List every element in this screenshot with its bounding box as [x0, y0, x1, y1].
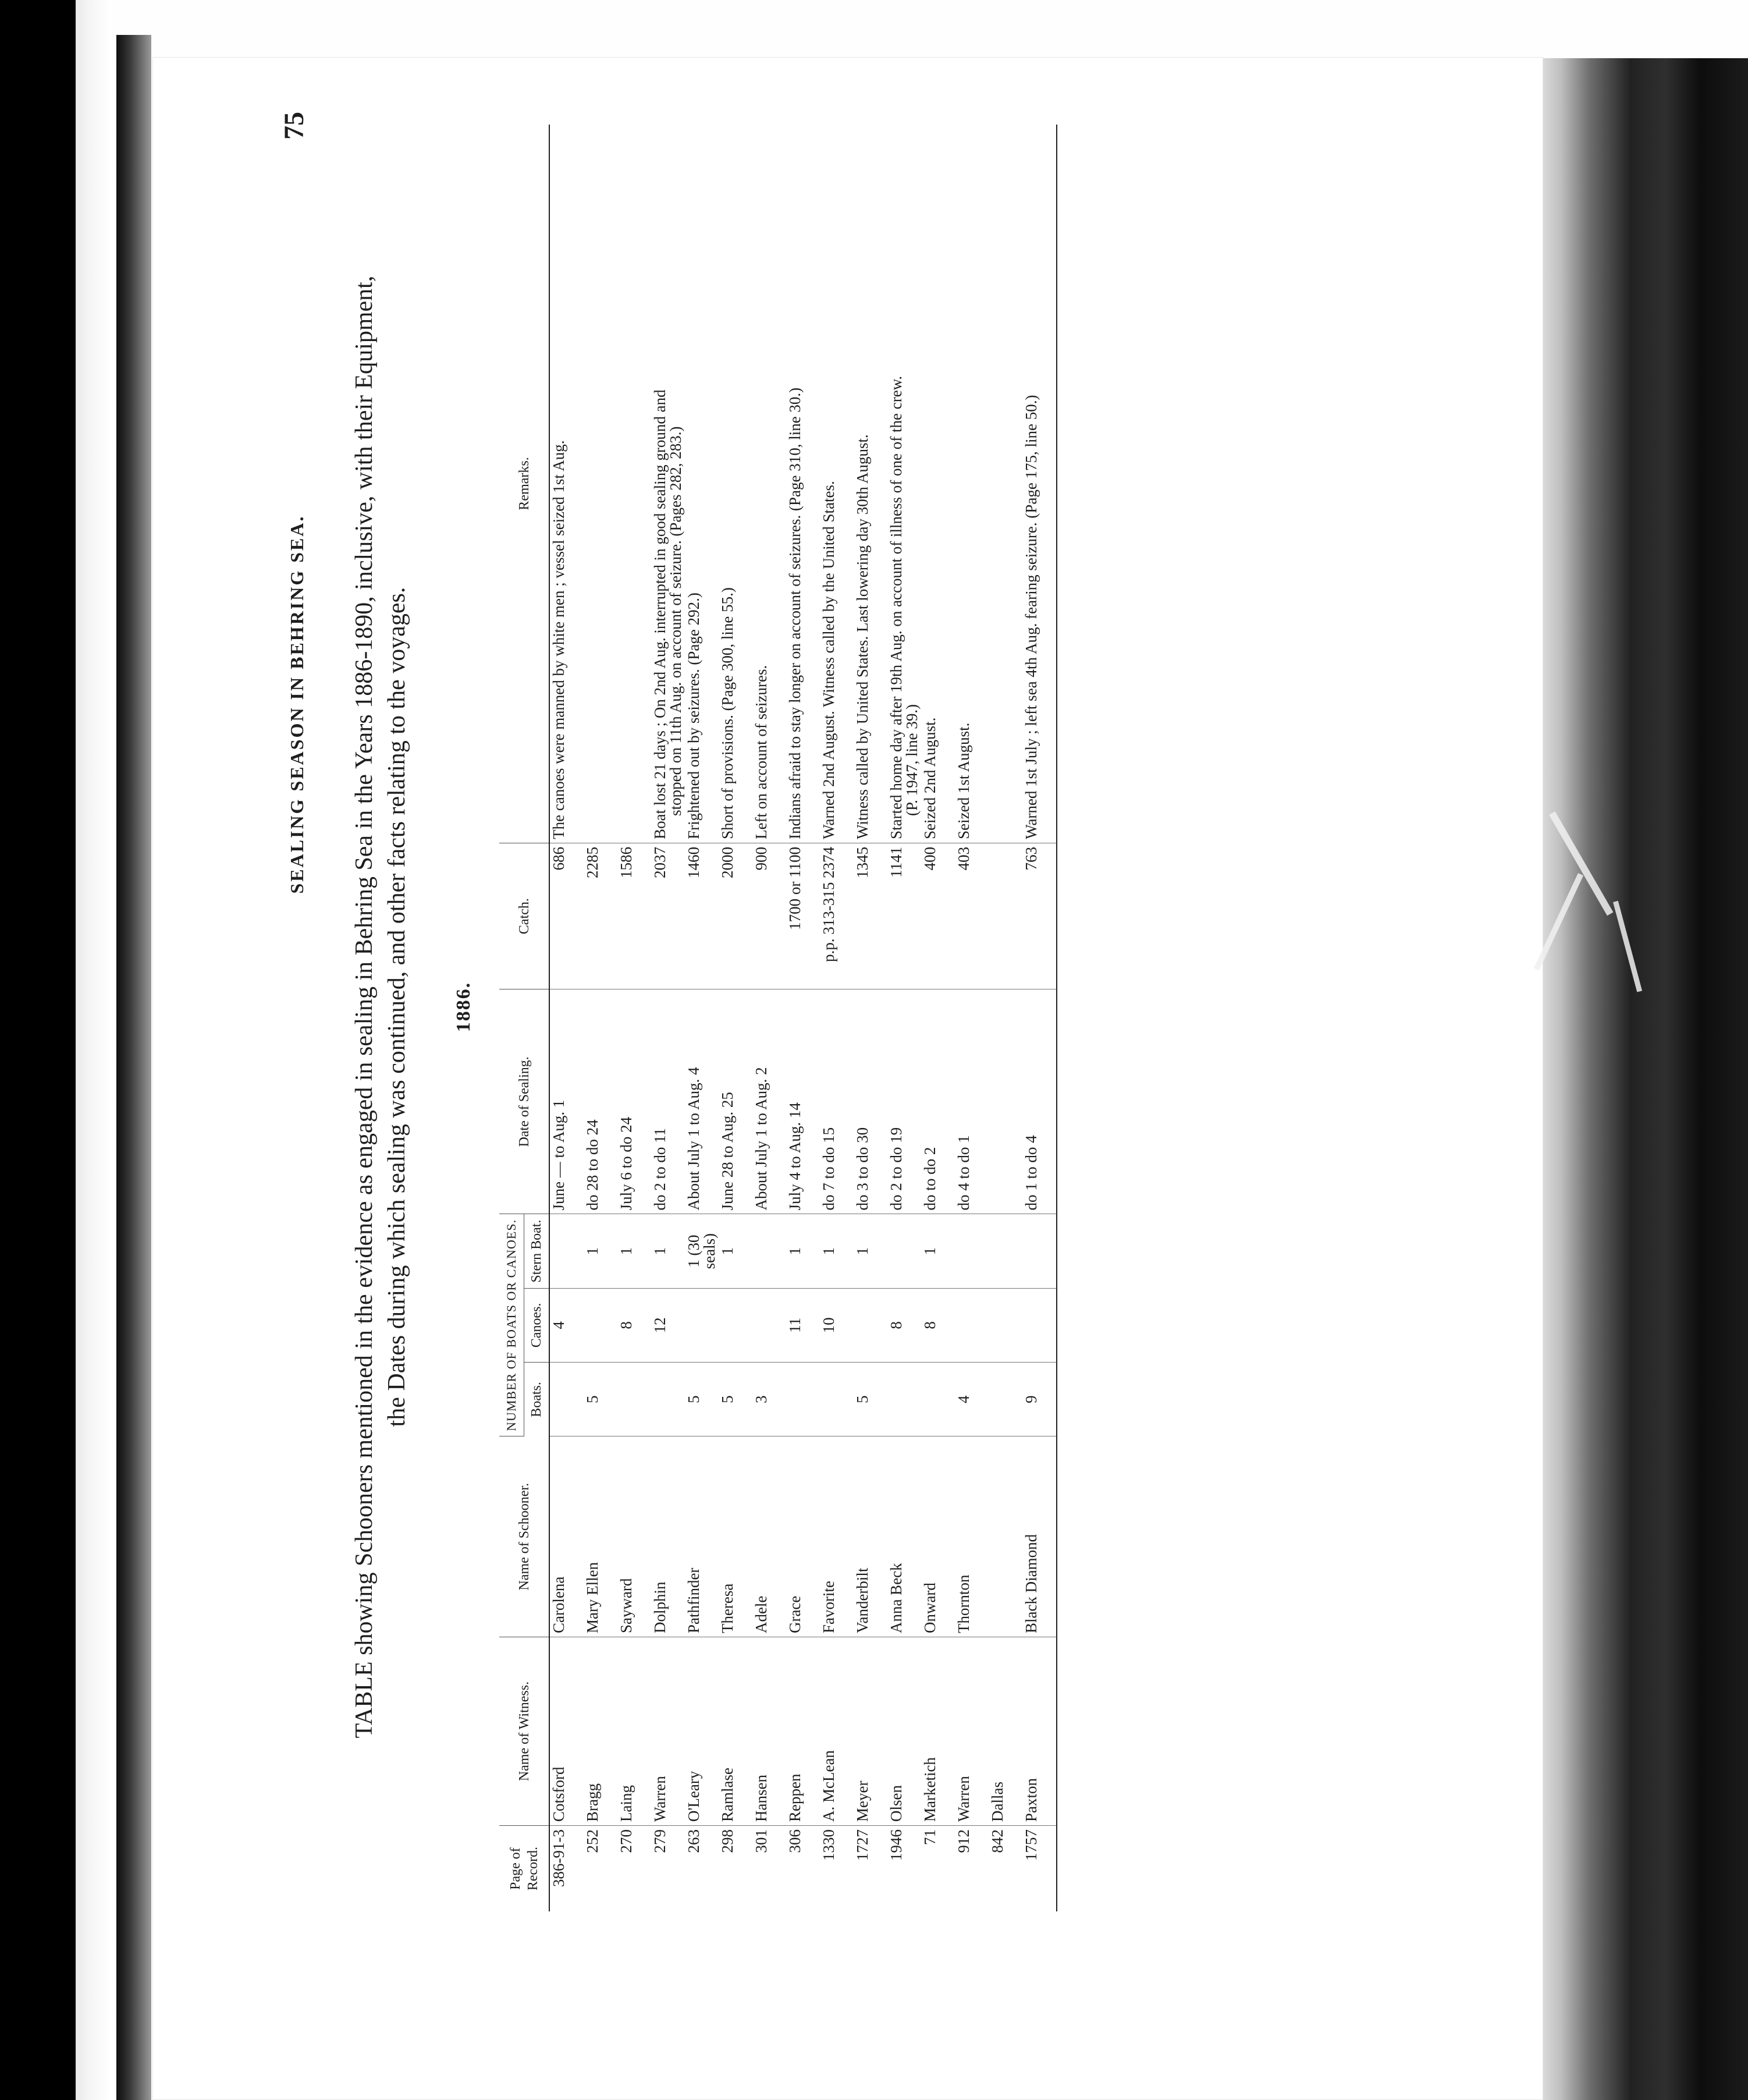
- page-of-record-cell: [685, 1826, 719, 1911]
- date-of-sealing-cell: [989, 989, 1022, 1214]
- year-heading: 1886.: [453, 981, 474, 1033]
- remarks-cell: [820, 125, 854, 843]
- caption-line-2: the Dates during which sealing was continued, and other facts relating to the voyages.: [383, 587, 410, 1427]
- schooner-name-cell: [1022, 1436, 1057, 1637]
- witness-name-cell-text: Ramlase: [719, 1768, 736, 1822]
- date-of-sealing-cell: [685, 989, 719, 1214]
- canoes-count-cell: [549, 1288, 584, 1362]
- boats-count-cell: [955, 1363, 989, 1436]
- remarks-cell-text: Warned 1st July ; left sea 4th Aug. fearing seizure. (Page 175, line 50.): [1022, 395, 1040, 839]
- stern-boat-cell-text: 1: [921, 1247, 939, 1255]
- stern-boat-cell: [1022, 1214, 1057, 1288]
- page-number: 75: [279, 112, 310, 140]
- schooner-name-cell: [685, 1436, 719, 1637]
- rotated-page-content: [267, 76, 1454, 1938]
- page-of-record-cell: [549, 1826, 584, 1911]
- page-of-record-cell: [854, 1826, 887, 1911]
- page-of-record-cell-text: 912: [955, 1829, 972, 1853]
- canoes-count-cell: [820, 1288, 854, 1362]
- date-of-sealing-cell-text: do 2 to do 11: [651, 1127, 669, 1211]
- page-of-record-cell: [887, 1826, 921, 1911]
- stern-boat-cell: [887, 1214, 921, 1288]
- stern-boat-cell-text: 1: [584, 1247, 601, 1255]
- schooner-name-cell: [887, 1436, 921, 1637]
- date-of-sealing-cell-text: do 3 to do 30: [854, 1127, 871, 1211]
- page-of-record-cell-text: 1330: [820, 1829, 837, 1861]
- remarks-cell-text: The canoes were manned by white men ; vessel seized 1st Aug.: [550, 440, 567, 839]
- edge-scratch-mark: [1613, 901, 1642, 992]
- page-of-record-cell: [719, 1826, 752, 1911]
- running-title: SEALING SEASON IN BEHRING SEA.: [286, 515, 307, 894]
- date-of-sealing-cell: [955, 989, 989, 1214]
- page-of-record-cell: [820, 1826, 854, 1911]
- table-caption: [348, 76, 413, 1938]
- canoes-count-cell-text: 4: [550, 1321, 567, 1329]
- boats-count-cell-text: 9: [1022, 1395, 1040, 1403]
- witness-name-cell-text: O'Leary: [685, 1771, 702, 1822]
- page-of-record-cell-text: 386-91-3: [550, 1829, 567, 1887]
- page-of-record-cell-text: 1946: [887, 1829, 905, 1861]
- catch-cell-text: 1141: [887, 846, 905, 878]
- table-row: [752, 125, 786, 1911]
- header-witness: Name of Witness.: [499, 1637, 549, 1826]
- stern-boat-cell: [955, 1214, 989, 1288]
- schooner-name-cell: [549, 1436, 584, 1637]
- table-row: [617, 125, 651, 1911]
- schooner-name-cell-text: Pathfinder: [685, 1567, 702, 1634]
- remarks-cell: [955, 125, 989, 843]
- schooner-name-cell-text: Favorite: [820, 1581, 837, 1634]
- header-boats-group: NUMBER OF BOATS OR CANOES.: [499, 1214, 524, 1436]
- date-of-sealing-cell: [921, 989, 955, 1214]
- page-of-record-cell: [617, 1826, 651, 1911]
- witness-name-cell-text: Olsen: [887, 1785, 905, 1822]
- catch-cell: [989, 843, 1022, 989]
- scan-border: [0, 0, 76, 2100]
- catch-cell: [685, 843, 719, 989]
- page-of-record-cell-text: 1757: [1022, 1829, 1040, 1861]
- page-edge-stack: [1543, 58, 1748, 2100]
- boats-count-cell: [887, 1363, 921, 1436]
- schooner-name-cell-text: Thornton: [955, 1574, 972, 1634]
- header-canoes: Canoes.: [524, 1288, 550, 1362]
- date-of-sealing-cell: [752, 989, 786, 1214]
- page-of-record-cell-text: 1727: [854, 1829, 871, 1861]
- date-of-sealing-cell-text: July 4 to Aug. 14: [786, 1102, 804, 1211]
- header-date: Date of Sealing.: [499, 989, 549, 1214]
- page-of-record-cell: [989, 1826, 1022, 1911]
- catch-cell: [854, 843, 887, 989]
- schooner-name-cell-text: Grace: [786, 1595, 804, 1634]
- catch-cell-text: 1345: [854, 846, 871, 878]
- canoes-count-cell: [921, 1288, 955, 1362]
- edge-scratch-mark: [1549, 811, 1613, 916]
- canoes-count-cell-text: 8: [921, 1321, 939, 1329]
- witness-name-cell: [955, 1637, 989, 1826]
- remarks-cell-text: Short of provisions. (Page 300, line 55.): [719, 587, 736, 839]
- schooner-name-cell: [584, 1436, 617, 1637]
- remarks-continuation-text: stopped on 11th Aug. on account of seizure. (Pages 282, 283.): [667, 426, 684, 816]
- remarks-cell: [752, 125, 786, 843]
- boats-count-cell: [989, 1363, 1022, 1436]
- header-remarks: Remarks.: [499, 125, 549, 843]
- date-of-sealing-cell-text: About July 1 to Aug. 4: [685, 1067, 702, 1211]
- catch-cell-text: 2037: [651, 846, 669, 878]
- date-of-sealing-cell: [549, 989, 584, 1214]
- catch-cell: [786, 843, 820, 989]
- remarks-cell: [1022, 125, 1057, 843]
- witness-name-cell: [989, 1637, 1022, 1826]
- boats-count-cell-text: 5: [584, 1395, 601, 1403]
- header-catch: Catch.: [499, 843, 549, 989]
- witness-name-cell-text: Warren: [955, 1776, 972, 1822]
- witness-name-cell: [1022, 1637, 1057, 1826]
- page-of-record-cell: [1022, 1826, 1057, 1911]
- date-of-sealing-cell-text: do 4 to do 1: [955, 1135, 972, 1211]
- stern-boat-cell-text: 1: [854, 1247, 871, 1255]
- date-of-sealing-cell-text: do 1 to do 4: [1022, 1135, 1040, 1211]
- catch-cell: [820, 843, 854, 989]
- boats-count-cell: [752, 1363, 786, 1436]
- table-row: [584, 125, 617, 1911]
- canoes-count-cell: [1022, 1288, 1057, 1362]
- catch-cell: [549, 843, 584, 989]
- boats-count-cell-text: 5: [854, 1395, 871, 1403]
- header-boats: Boats.: [524, 1363, 550, 1436]
- witness-name-cell-text: Warren: [651, 1776, 669, 1822]
- boats-count-cell-text: 3: [752, 1395, 770, 1403]
- canoes-count-cell: [617, 1288, 651, 1362]
- catch-cell: [617, 843, 651, 989]
- canoes-count-cell-text: 11: [786, 1317, 804, 1333]
- catch-cell-text: 403: [955, 846, 972, 871]
- date-of-sealing-cell: [584, 989, 617, 1214]
- table-row: [854, 125, 887, 1911]
- catch-cell-text: 1700 or 1100: [786, 846, 804, 930]
- page-of-record-cell: [651, 1826, 685, 1911]
- witness-name-cell-text: A. McLean: [820, 1750, 837, 1822]
- table-bottom-rule-cell: [1057, 125, 1060, 1911]
- schooner-name-cell: [820, 1436, 854, 1637]
- caption-line-1: TABLE showing Schooners mentioned in the evidence as engaged in sealing in Behring Sea in the Years 1886-1890, inclusive, with their Equipment,: [351, 275, 378, 1739]
- table-row: [887, 125, 921, 1911]
- witness-name-cell: [549, 1637, 584, 1826]
- header-stern-boat: Stern Boat.: [524, 1214, 550, 1288]
- witness-name-cell: [584, 1637, 617, 1826]
- stern-boat-cell: [719, 1214, 752, 1288]
- stern-boat-cell: [651, 1214, 685, 1288]
- table-row: [1022, 125, 1057, 1911]
- stern-boat-cell: [752, 1214, 786, 1288]
- page-of-record-cell: [584, 1826, 617, 1911]
- schooner-table: [499, 125, 1060, 1911]
- catch-cell: [1022, 843, 1057, 989]
- witness-name-cell: [887, 1637, 921, 1826]
- stern-boat-cell: [820, 1214, 854, 1288]
- date-of-sealing-cell-text: June 28 to Aug. 25: [719, 1092, 736, 1211]
- date-of-sealing-cell-text: June — to Aug. 1: [550, 1099, 567, 1211]
- witness-name-cell-text: Paxton: [1022, 1778, 1040, 1822]
- date-of-sealing-cell: [719, 989, 752, 1214]
- canoes-count-cell: [719, 1288, 752, 1362]
- page-of-record-cell-text: 306: [786, 1829, 804, 1853]
- witness-name-cell-text: Dallas: [989, 1782, 1006, 1822]
- page-of-record-cell: [955, 1826, 989, 1911]
- schooner-name-cell: [651, 1436, 685, 1637]
- page-of-record-cell-text: 270: [617, 1829, 635, 1853]
- witness-name-cell-text: Hansen: [752, 1775, 770, 1822]
- table-row: [820, 125, 854, 1911]
- boats-count-cell: [719, 1363, 752, 1436]
- boats-count-cell-text: 5: [685, 1395, 702, 1403]
- schooner-name-cell-text: Carolena: [550, 1576, 567, 1634]
- remarks-cell: [719, 125, 752, 843]
- catch-cell-text: 1460: [685, 846, 702, 878]
- schooner-name-cell: [989, 1436, 1022, 1637]
- date-of-sealing-cell: [820, 989, 854, 1214]
- schooner-name-cell: [617, 1436, 651, 1637]
- canoes-count-cell-text: 8: [617, 1321, 635, 1329]
- witness-name-cell-text: Cotsford: [550, 1766, 567, 1822]
- stern-boat-cell: [921, 1214, 955, 1288]
- schooner-name-cell-text: Anna Beck: [887, 1563, 905, 1634]
- schooner-name-cell-text: Dolphin: [651, 1581, 669, 1634]
- table-row: [651, 125, 685, 1911]
- canoes-count-cell: [887, 1288, 921, 1362]
- running-head: [267, 76, 319, 1938]
- remarks-cell-text: Witness called by United States. Last lowering day 30th August.: [854, 434, 871, 839]
- catch-cell-text: 686: [550, 846, 567, 871]
- witness-name-cell-text: Bragg: [584, 1783, 601, 1822]
- boats-count-cell: [1022, 1363, 1057, 1436]
- date-of-sealing-cell: [1022, 989, 1057, 1214]
- page-of-record-cell-text: 279: [651, 1829, 669, 1853]
- catch-cell-text: 763: [1022, 846, 1040, 871]
- schooner-name-cell-text: Sayward: [617, 1578, 635, 1634]
- table-row: [685, 125, 719, 1911]
- page-of-record-cell-text: 301: [752, 1829, 770, 1853]
- remarks-cell-text: Warned 2nd August. Witness called by the United States.: [820, 481, 837, 839]
- remarks-cell: [786, 125, 820, 843]
- table-row: [549, 125, 584, 1911]
- header-row: [499, 125, 524, 1911]
- date-of-sealing-cell: [651, 989, 685, 1214]
- remarks-continuation-text: (P. 1947, line 39.): [903, 704, 921, 816]
- schooner-name-cell: [719, 1436, 752, 1637]
- catch-cell: [921, 843, 955, 989]
- table-body: [549, 125, 1060, 1911]
- remarks-cell-text: Started home day after 19th Aug. on account of illness of one of the crew.: [887, 375, 905, 839]
- stern-boat-cell-text: 1: [786, 1247, 804, 1255]
- date-of-sealing-cell-text: do 7 to do 15: [820, 1127, 837, 1211]
- catch-cell-text: 2285: [584, 846, 601, 878]
- remarks-cell-text: Seized 1st August.: [955, 722, 972, 839]
- remarks-cell: [584, 125, 617, 843]
- header-page: Page of Record.: [499, 1826, 549, 1911]
- boats-count-cell: [854, 1363, 887, 1436]
- remarks-cell: [887, 125, 921, 843]
- date-of-sealing-cell-text: About July 1 to Aug. 2: [752, 1067, 770, 1211]
- boats-count-cell: [820, 1363, 854, 1436]
- schooner-name-cell-text: Onward: [921, 1583, 939, 1634]
- table-row: [719, 125, 752, 1911]
- remarks-cell: [921, 125, 955, 843]
- canoes-count-cell: [685, 1288, 719, 1362]
- date-of-sealing-cell-text: do 28 to do 24: [584, 1119, 601, 1211]
- boats-count-cell-text: 5: [719, 1395, 736, 1403]
- schooner-name-cell: [955, 1436, 989, 1637]
- witness-name-cell-text: Meyer: [854, 1780, 871, 1822]
- canoes-count-cell: [989, 1288, 1022, 1362]
- witness-name-cell: [786, 1637, 820, 1826]
- witness-name-cell: [921, 1637, 955, 1826]
- stern-boat-cell-text: 1 (30 seals): [685, 1233, 718, 1269]
- stern-boat-cell-text: 1: [820, 1247, 837, 1255]
- catch-cell: [719, 843, 752, 989]
- stern-boat-cell: [617, 1214, 651, 1288]
- schooner-name-cell-text: Mary Ellen: [584, 1562, 601, 1634]
- canoes-count-cell: [584, 1288, 617, 1362]
- boats-count-cell: [685, 1363, 719, 1436]
- remarks-cell: [617, 125, 651, 843]
- table-row: [989, 125, 1022, 1911]
- canoes-count-cell: [854, 1288, 887, 1362]
- schooner-name-cell-text: Adele: [752, 1595, 770, 1634]
- catch-cell: [584, 843, 617, 989]
- table-bottom-rule: [1057, 125, 1060, 1911]
- date-of-sealing-cell-text: do to do 2: [921, 1147, 939, 1211]
- catch-cell: [955, 843, 989, 989]
- stern-boat-cell: [685, 1214, 719, 1288]
- boats-count-cell: [921, 1363, 955, 1436]
- remarks-cell: [989, 125, 1022, 843]
- schooner-name-cell-text: Black Diamond: [1022, 1534, 1040, 1634]
- catch-cell-text: 1586: [617, 846, 635, 878]
- boats-count-cell: [617, 1363, 651, 1436]
- stern-boat-cell-text: 1: [719, 1247, 736, 1255]
- stern-boat-cell: [786, 1214, 820, 1288]
- remarks-cell-text: Seized 2nd August.: [921, 717, 939, 839]
- witness-name-cell: [617, 1637, 651, 1826]
- witness-name-cell-text: Marketich: [921, 1757, 939, 1822]
- catch-cell-text: p.p. 313-315 2374: [820, 846, 837, 962]
- boats-count-cell: [651, 1363, 685, 1436]
- stern-boat-cell: [854, 1214, 887, 1288]
- page-of-record-cell: [786, 1826, 820, 1911]
- date-of-sealing-cell: [786, 989, 820, 1214]
- witness-name-cell: [651, 1637, 685, 1826]
- page-of-record-cell-text: 842: [989, 1829, 1006, 1853]
- witness-name-cell-text: Laing: [617, 1785, 635, 1822]
- schooner-name-cell-text: Theresa: [719, 1583, 736, 1634]
- stern-boat-cell: [989, 1214, 1022, 1288]
- canoes-count-cell: [955, 1288, 989, 1362]
- remarks-cell-text: Left on account of seizures.: [752, 665, 770, 839]
- date-of-sealing-cell: [617, 989, 651, 1214]
- stern-boat-cell-text: 1: [651, 1247, 669, 1255]
- remarks-cell: [685, 125, 719, 843]
- remarks-cell-text: Frightened out by seizures. (Page 292.): [685, 593, 702, 839]
- schooner-name-cell-text: Vanderbilt: [854, 1567, 871, 1634]
- schooner-name-cell: [854, 1436, 887, 1637]
- remarks-cell: [549, 125, 584, 843]
- table-row: [921, 125, 955, 1911]
- boats-count-cell-text: 4: [955, 1395, 972, 1403]
- date-of-sealing-cell: [887, 989, 921, 1214]
- catch-cell: [752, 843, 786, 989]
- canoes-count-cell: [752, 1288, 786, 1362]
- page-of-record-cell-text: 298: [719, 1829, 736, 1853]
- remarks-cell: [651, 125, 685, 843]
- boats-count-cell: [584, 1363, 617, 1436]
- stern-boat-cell: [584, 1214, 617, 1288]
- witness-name-cell: [854, 1637, 887, 1826]
- date-of-sealing-cell-text: July 6 to do 24: [617, 1116, 635, 1211]
- header-schooner: Name of Schooner.: [499, 1436, 549, 1637]
- catch-cell-text: 400: [921, 846, 939, 871]
- canoes-count-cell-text: 12: [651, 1317, 669, 1333]
- boats-count-cell: [549, 1363, 584, 1436]
- page-of-record-cell-text: 263: [685, 1829, 702, 1853]
- canoes-count-cell-text: 10: [820, 1317, 837, 1333]
- witness-name-cell: [685, 1637, 719, 1826]
- catch-cell: [651, 843, 685, 989]
- page-of-record-cell: [921, 1826, 955, 1911]
- catch-cell: [887, 843, 921, 989]
- page-of-record-cell: [752, 1826, 786, 1911]
- boats-count-cell: [786, 1363, 820, 1436]
- remarks-cell-text: Indians afraid to stay longer on account of seizures. (Page 310, line 30.): [786, 387, 804, 839]
- catch-cell-text: 2000: [719, 846, 736, 878]
- schooner-name-cell: [752, 1436, 786, 1637]
- table-row: [955, 125, 989, 1911]
- remarks-cell: [854, 125, 887, 843]
- witness-name-cell: [820, 1637, 854, 1826]
- schooner-name-cell: [786, 1436, 820, 1637]
- canoes-count-cell-text: 8: [887, 1321, 905, 1329]
- stern-boat-cell-text: 1: [617, 1247, 635, 1255]
- witness-name-cell: [719, 1637, 752, 1826]
- witness-name-cell-text: Reppen: [786, 1773, 804, 1822]
- schooner-name-cell: [921, 1436, 955, 1637]
- page-of-record-cell-text: 252: [584, 1829, 601, 1853]
- canoes-count-cell: [786, 1288, 820, 1362]
- date-of-sealing-cell: [854, 989, 887, 1214]
- stern-boat-cell: [549, 1214, 584, 1288]
- date-of-sealing-cell-text: do 2 to do 19: [887, 1127, 905, 1211]
- page-of-record-cell-text: 71: [921, 1829, 939, 1846]
- catch-cell-text: 900: [752, 846, 770, 871]
- witness-name-cell: [752, 1637, 786, 1826]
- canoes-count-cell: [651, 1288, 685, 1362]
- table-row: [786, 125, 820, 1911]
- book-gutter: [116, 35, 151, 2100]
- remarks-cell-text: Boat lost 21 days ; On 2nd Aug. interrupted in good sealing ground and: [651, 389, 669, 839]
